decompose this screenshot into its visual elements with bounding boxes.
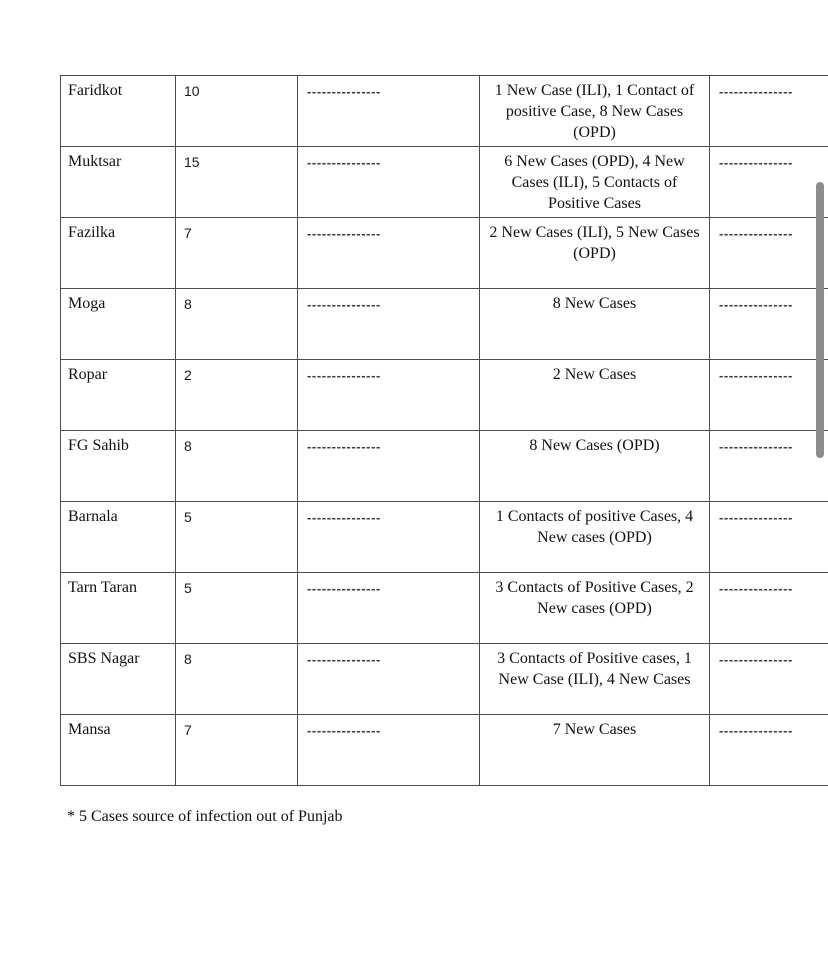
table-row bbox=[61, 360, 828, 431]
table-row bbox=[61, 289, 828, 360]
case-details-cell: 1 Contacts of positive Cases, 4 New cases (OPD) bbox=[480, 502, 710, 573]
dash-placeholder-cell: --------------- bbox=[298, 573, 480, 644]
district-name-cell: Fazilka bbox=[61, 218, 176, 289]
dash-placeholder-cell: --------------- bbox=[710, 431, 828, 502]
district-name-cell: Faridkot bbox=[61, 76, 176, 147]
case-details-cell: 3 Contacts of Positive cases, 1 New Case (ILI), 4 New Cases bbox=[480, 644, 710, 715]
case-count-cell: 5 bbox=[176, 502, 298, 573]
table-row bbox=[61, 573, 828, 644]
dash-placeholder-cell: --------------- bbox=[710, 76, 828, 147]
case-count-cell: 2 bbox=[176, 360, 298, 431]
dash-placeholder-cell: --------------- bbox=[298, 147, 480, 218]
dash-placeholder-cell: --------------- bbox=[710, 502, 828, 573]
case-details-cell: 8 New Cases bbox=[480, 289, 710, 360]
case-count-cell: 10 bbox=[176, 76, 298, 147]
table-row bbox=[61, 715, 828, 786]
table-row bbox=[61, 502, 828, 573]
district-name-cell: Mansa bbox=[61, 715, 176, 786]
case-details-cell: 2 New Cases (ILI), 5 New Cases (OPD) bbox=[480, 218, 710, 289]
district-name-cell: Muktsar bbox=[61, 147, 176, 218]
dash-placeholder-cell: --------------- bbox=[298, 76, 480, 147]
dash-placeholder-cell: --------------- bbox=[298, 715, 480, 786]
case-count-cell: 8 bbox=[176, 289, 298, 360]
scrollbar-thumb[interactable] bbox=[816, 182, 824, 458]
district-name-cell: Barnala bbox=[61, 502, 176, 573]
case-details-cell: 8 New Cases (OPD) bbox=[480, 431, 710, 502]
case-details-cell: 1 New Case (ILI), 1 Contact of positive Case, 8 New Cases (OPD) bbox=[480, 76, 710, 147]
dash-placeholder-cell: --------------- bbox=[298, 644, 480, 715]
case-count-cell: 7 bbox=[176, 715, 298, 786]
case-details-cell: 7 New Cases bbox=[480, 715, 710, 786]
dash-placeholder-cell: --------------- bbox=[710, 644, 828, 715]
district-cases-table bbox=[60, 75, 828, 786]
case-count-cell: 15 bbox=[176, 147, 298, 218]
footnote: * 5 Cases source of infection out of Punjab bbox=[67, 808, 343, 825]
dash-placeholder-cell: --------------- bbox=[710, 147, 828, 218]
case-count-cell: 7 bbox=[176, 218, 298, 289]
case-count-cell: 8 bbox=[176, 644, 298, 715]
table-row bbox=[61, 147, 828, 218]
dash-placeholder-cell: --------------- bbox=[710, 573, 828, 644]
table-row bbox=[61, 218, 828, 289]
case-details-cell: 2 New Cases bbox=[480, 360, 710, 431]
dash-placeholder-cell: --------------- bbox=[298, 431, 480, 502]
table-row bbox=[61, 76, 828, 147]
district-name-cell: Moga bbox=[61, 289, 176, 360]
case-details-cell: 3 Contacts of Positive Cases, 2 New cases (OPD) bbox=[480, 573, 710, 644]
dash-placeholder-cell: --------------- bbox=[710, 360, 828, 431]
case-count-cell: 5 bbox=[176, 573, 298, 644]
district-name-cell: Tarn Taran bbox=[61, 573, 176, 644]
table-row bbox=[61, 431, 828, 502]
dash-placeholder-cell: --------------- bbox=[298, 289, 480, 360]
dash-placeholder-cell: --------------- bbox=[710, 715, 828, 786]
case-count-cell: 8 bbox=[176, 431, 298, 502]
case-details-cell: 6 New Cases (OPD), 4 New Cases (ILI), 5 Contacts of Positive Cases bbox=[480, 147, 710, 218]
district-name-cell: FG Sahib bbox=[61, 431, 176, 502]
district-name-cell: Ropar bbox=[61, 360, 176, 431]
dash-placeholder-cell: --------------- bbox=[298, 218, 480, 289]
district-name-cell: SBS Nagar bbox=[61, 644, 176, 715]
table-row bbox=[61, 644, 828, 715]
dash-placeholder-cell: --------------- bbox=[298, 502, 480, 573]
dash-placeholder-cell: --------------- bbox=[710, 289, 828, 360]
dash-placeholder-cell: --------------- bbox=[710, 218, 828, 289]
dash-placeholder-cell: --------------- bbox=[298, 360, 480, 431]
scrollbar-track[interactable] bbox=[814, 0, 828, 960]
